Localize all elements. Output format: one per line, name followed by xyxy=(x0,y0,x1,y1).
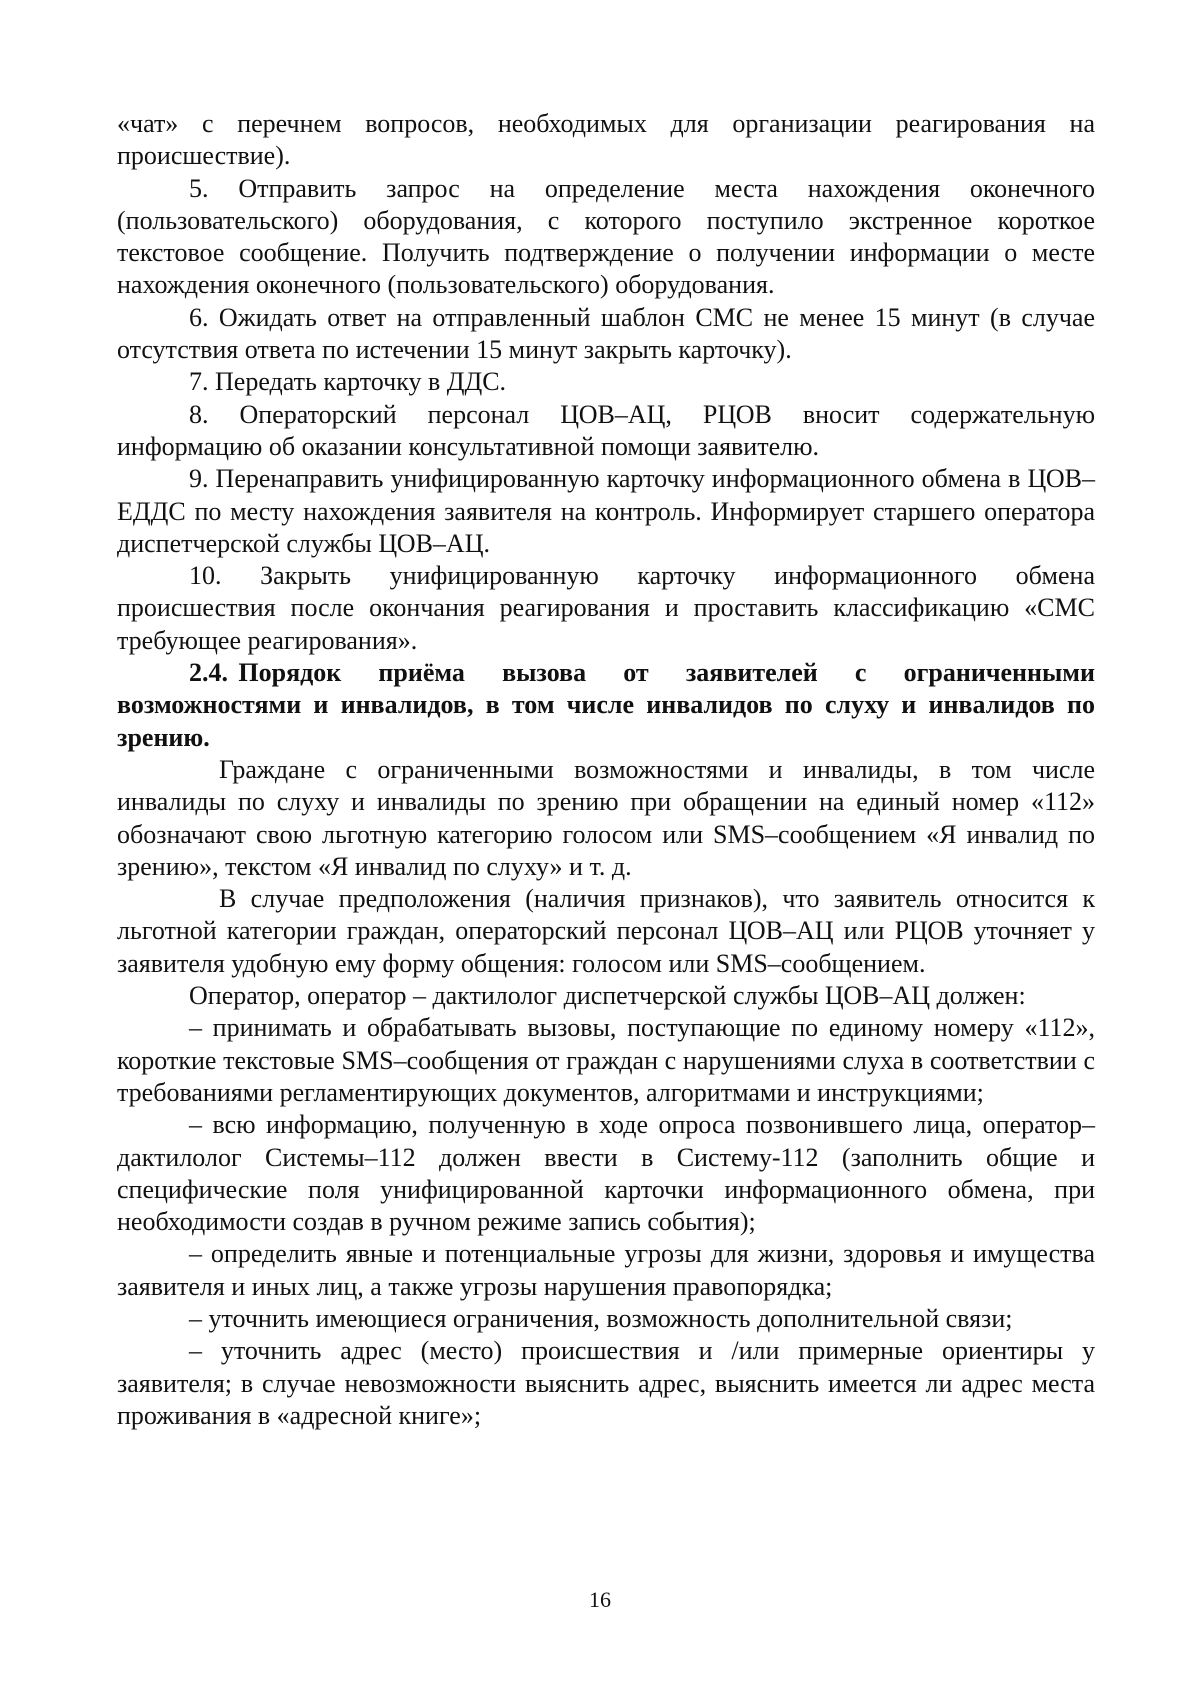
paragraph-assumption: В случае предположения (наличия признаков), что заявитель относится к льготной категории граждан, операторский персонал ЦОВ–АЦ или РЦОВ уточняет у заявителя удобную ему форму общения: голосом или SMS–сообщением. xyxy=(117,884,1095,978)
paragraph-step-9: 9. Перенаправить унифицированную карточку информационного обмена в ЦОВ–ЕДДС по месту нахождения заявителя на контроль. Информирует старшего оператора диспетчерской службы ЦОВ–АЦ. xyxy=(117,464,1095,558)
list-item-define-threats: – определить явные и потенциальные угрозы для жизни, здоровья и имущества заявителя и иных лиц, а также угрозы нарушения правопорядка; xyxy=(117,1239,1095,1301)
section-heading xyxy=(117,657,1095,754)
list-item-accept-calls: – принимать и обрабатывать вызовы, поступающие по единому номеру «112», короткие текстовые SMS–сообщения от граждан с нарушениями слуха в соответствии с требованиями регламентирующих документов, алгоритмами и инструкциями; xyxy=(117,1013,1095,1107)
list-item-clarify-address: – уточнить адрес (место) происшествия и /или примерные ориентиры у заявителя; в случае невозможности выяснить адрес, выяснить имеется ли адрес места проживания в «адресной книге»; xyxy=(117,1336,1095,1430)
paragraph-step-8: 8. Операторский персонал ЦОВ–АЦ, РЦОВ вносит содержательную информацию об оказании консультативной помощи заявителю. xyxy=(117,399,1095,461)
paragraph-citizens: Граждане с ограниченными возможностями и инвалиды, в том числе инвалиды по слуху и инвалиды по зрению при обращении на единый номер «112» обозначают свою льготную категорию голосом или SMS–сообщением «Я инвалид по зрению», текстом «Я инвалид по слуху» и т. д. xyxy=(117,754,1095,881)
paragraph-step-6: 6. Ожидать ответ на отправленный шаблон СМС не менее 15 минут (в случае отсутствия ответа по истечении 15 минут закрыть карточку). xyxy=(117,302,1095,365)
document-page xyxy=(117,108,1095,1432)
list-item-enter-info: – всю информацию, полученную в ходе опроса позвонившего лица, оператор–дактилолог Системы–112 должен ввести в Систему-112 (заполнить общие и специфические поля унифицированной карточки информационного обмена, при необходимости создав в ручном режиме запись события); xyxy=(117,1110,1095,1237)
paragraph-step-7: 7. Передать карточку в ДДС. xyxy=(189,367,507,397)
paragraph-continuation: «чат» с перечнем вопросов, необходимых для организации реагирования на происшествие). xyxy=(117,109,1095,171)
list-item-clarify-limits: – уточнить имеющиеся ограничения, возможность дополнительной связи; xyxy=(189,1303,1013,1333)
section-number: 2.4. xyxy=(189,658,228,688)
page-number: 16 xyxy=(589,1587,611,1612)
paragraph-step-5: 5. Отправить запрос на определение места нахождения оконечного (пользовательского) оборудования, с которого поступило экстренное короткое текстовое сообщение. Получить подтверждение о получении информации о месте нахождения оконечного (пользовательского) оборудования. xyxy=(117,173,1095,300)
section-title: Порядок приёма вызова от заявителей с ограниченными возможностями и инвалидов, в том числе инвалидов по слуху и инвалидов по зрению. xyxy=(117,658,1095,752)
paragraph-operator-duties: Оператор, оператор – дактилолог диспетчерской службы ЦОВ–АЦ должен: xyxy=(189,981,1026,1011)
paragraph-step-10: 10. Закрыть унифицированную карточку информационного обмена происшествия после окончания реагирования и проставить классификацию «СМС требующее реагирования». xyxy=(117,561,1095,655)
